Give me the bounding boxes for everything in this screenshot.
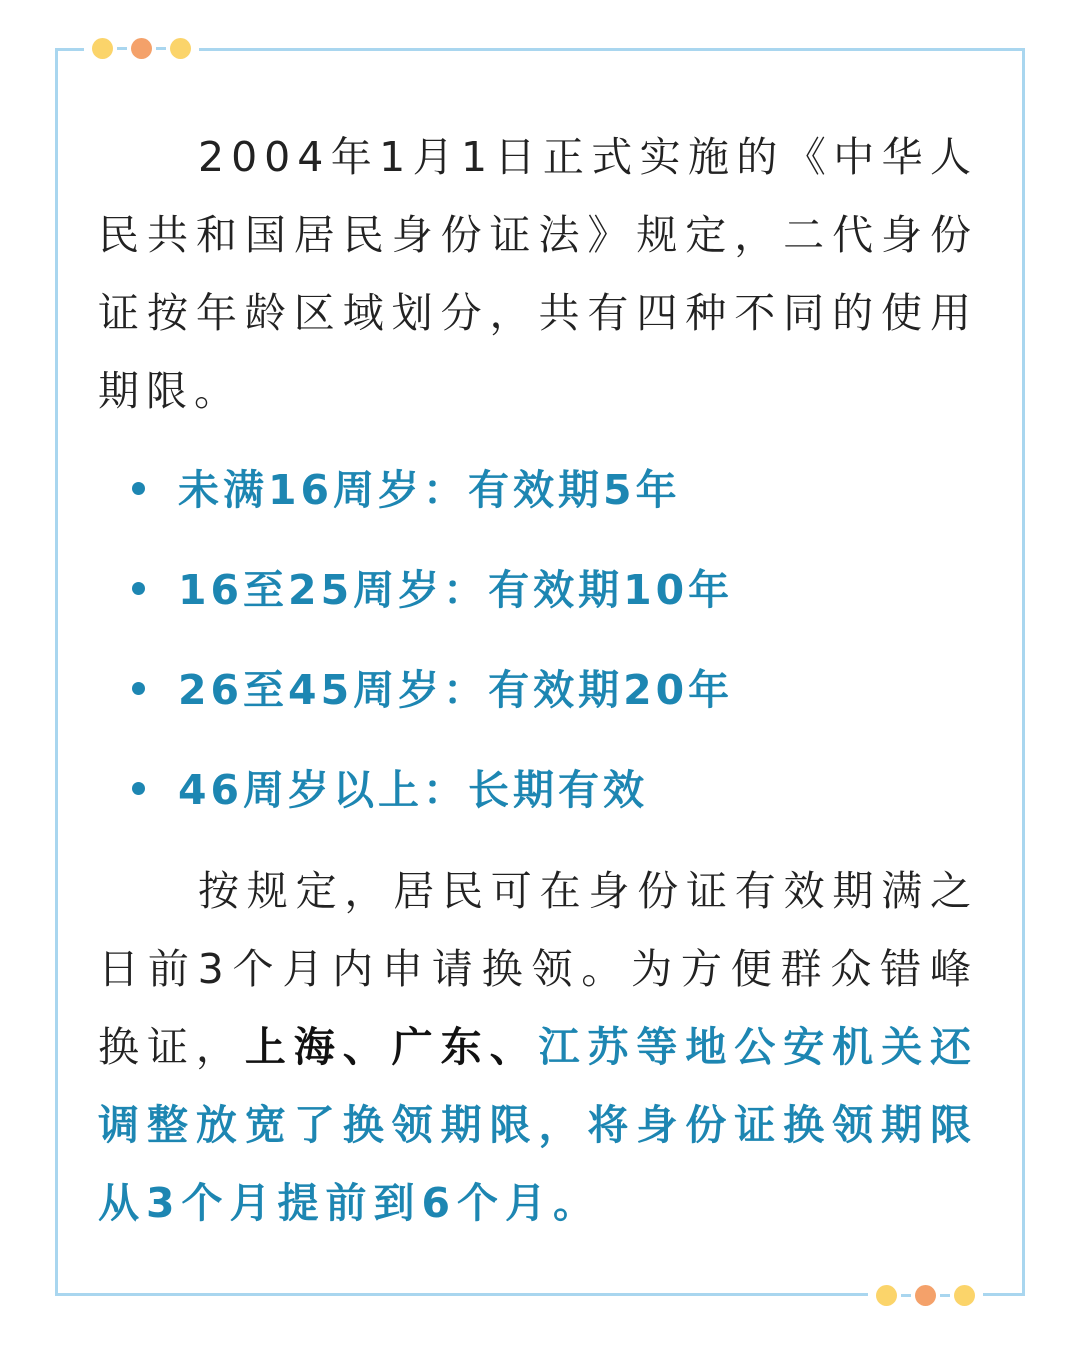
decorative-dots-bottom — [868, 1285, 983, 1306]
decorative-dots-top — [84, 38, 199, 59]
bullet-icon — [132, 482, 145, 495]
dash-divider — [901, 1294, 911, 1297]
list-item — [98, 540, 978, 640]
list-item — [98, 740, 978, 840]
list-item-text: 16至25周岁：有效期10年 — [178, 566, 734, 614]
separator: 、 — [489, 1023, 539, 1071]
list-item-text: 26至45周岁：有效期20年 — [178, 666, 734, 714]
list-item-text: 未满16周岁：有效期5年 — [178, 466, 681, 514]
separator: 、 — [342, 1023, 392, 1071]
dot-icon — [954, 1285, 975, 1306]
list-item — [98, 440, 978, 540]
renewal-paragraph — [98, 852, 978, 1242]
renewal-text: 按规定，居民可在身份证有效期满之日前3个月内申请换领。为方便群众错峰换证， — [98, 867, 978, 1071]
article-body — [98, 118, 978, 1242]
bullet-icon — [132, 782, 145, 795]
city-shanghai: 上海 — [244, 1023, 343, 1071]
bullet-icon — [132, 582, 145, 595]
list-item — [98, 640, 978, 740]
dash-divider — [117, 47, 127, 50]
dot-icon — [131, 38, 152, 59]
list-item-text: 46周岁以上：长期有效 — [178, 766, 649, 814]
dot-icon — [92, 38, 113, 59]
validity-list — [98, 440, 978, 840]
city-guangdong: 广东 — [391, 1023, 490, 1071]
dot-icon — [915, 1285, 936, 1306]
dash-divider — [940, 1294, 950, 1297]
renewal-highlight: 江苏等地公安机关还调整放宽了换领期限，将身份证换领期限从3个月提前到6个月。 — [98, 1023, 979, 1227]
bullet-icon — [132, 682, 145, 695]
intro-paragraph: 2004年1月1日正式实施的《中华人民共和国居民身份证法》规定，二代身份证按年龄区域划分，共有四种不同的使用期限。 — [98, 133, 978, 415]
dot-icon — [170, 38, 191, 59]
dash-divider — [156, 47, 166, 50]
dot-icon — [876, 1285, 897, 1306]
